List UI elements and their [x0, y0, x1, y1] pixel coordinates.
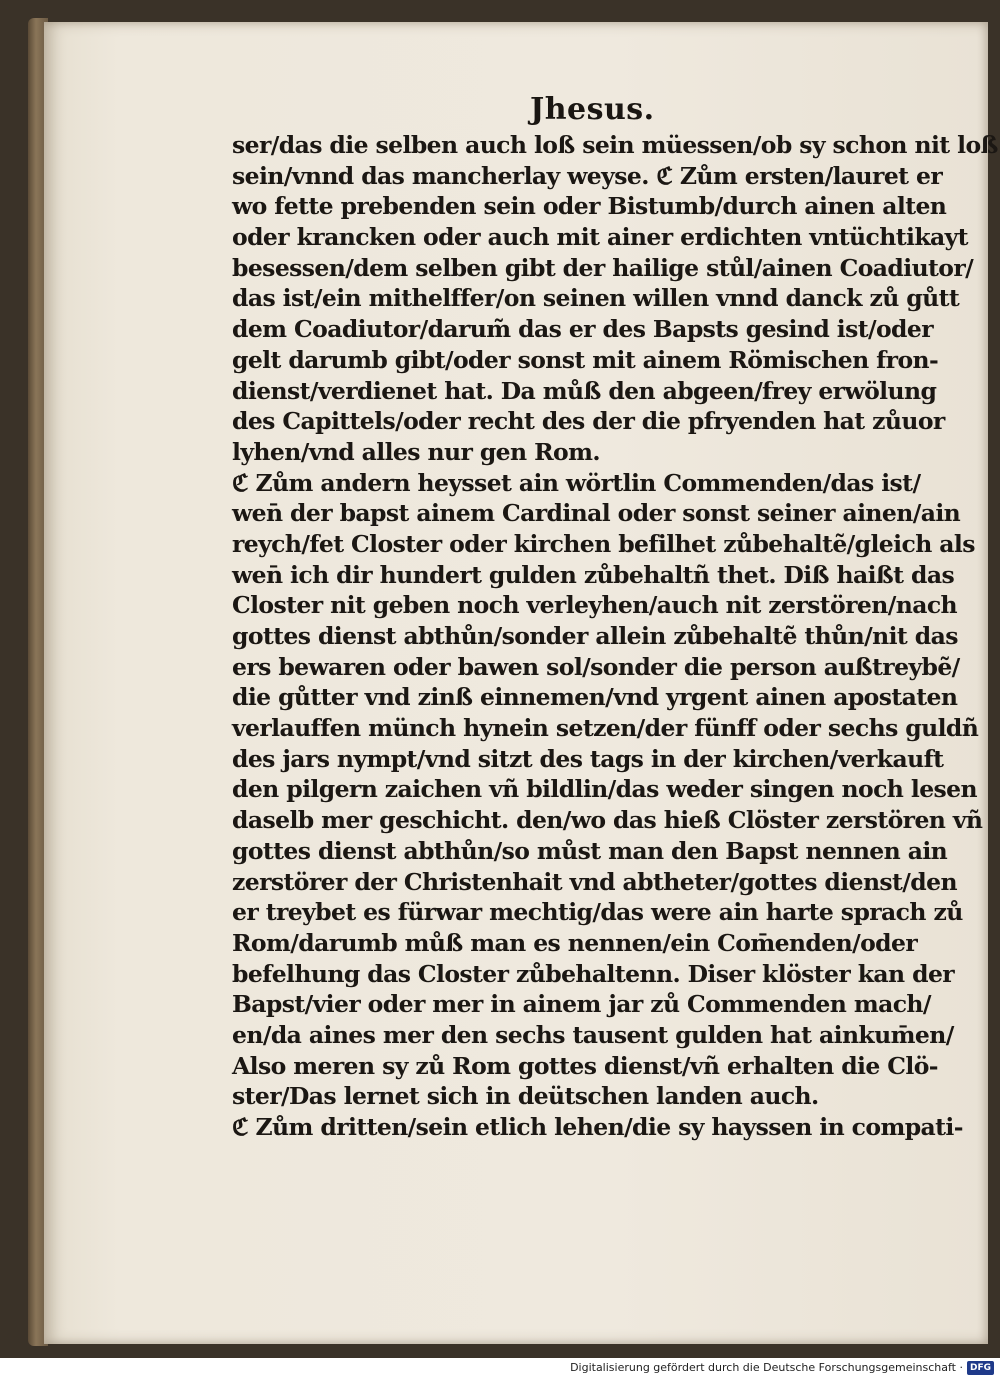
text-line: ℭ Zům dritten/sein etlich lehen/die sy hayssen in compati- [232, 1113, 963, 1141]
text-line: er treybet es fürwar mechtig/das were ain harte sprach zů [232, 898, 963, 927]
dfg-logo-icon: DFG [967, 1361, 994, 1375]
text-line: verlauffen münch hynein setzen/der fünff oder sechs guldñ [232, 714, 979, 743]
text-line: wo fette prebenden sein oder Bistumb/durch ainen alten [232, 192, 947, 221]
text-line: gottes dienst abthůn/sonder allein zůbehaltẽ thůn/nit das [232, 622, 958, 650]
text-line: Rom/darumb můß man es nennen/ein Com̄enden/oder [232, 928, 918, 957]
text-line: reych/fet Closter oder kirchen befilhet zůbehaltẽ/gleich als [232, 529, 975, 558]
text-line: das ist/ein mithelffer/on seinen willen vnnd danck zů gůtt [232, 284, 960, 313]
text-line: ster/Das lernet sich in deütschen landen auch. [232, 1082, 819, 1111]
text-block [232, 130, 998, 1143]
funding-credit: Digitalisierung gefördert durch die Deutsche Forschungsgemeinschaft · [570, 1361, 963, 1374]
text-line: wen̄ der bapst ainem Cardinal oder sonst seiner ainen/ain [232, 499, 961, 528]
running-head: Jhesus. [530, 92, 655, 127]
text-line: zerstörer der Christenhait vnd abtheter/gottes dienst/den [232, 867, 957, 896]
text-line: wen̄ ich dir hundert gulden zůbehaltñ thet. Diß haißt das [232, 560, 955, 589]
text-line: Also meren sy zů Rom gottes dienst/vñ erhalten die Clö- [232, 1051, 938, 1080]
text-line: sein/vnnd das mancherlay weyse. ℭ Zům ersten/lauret er [232, 161, 943, 190]
text-line: en/da aines mer den sechs tausent gulden hat ainkum̄en/ [232, 1020, 954, 1049]
text-line: dem Coadiutor/darum̃ das er des Bapsts gesind ist/oder [232, 315, 934, 344]
text-line: des jars nympt/vnd sitzt des tags in der kirchen/verkauft [232, 744, 944, 773]
text-line: befelhung das Closter zůbehaltenn. Diser klöster kan der [232, 959, 955, 988]
text-line: des Capittels/oder recht des der die pfryenden hat zůuor [232, 407, 945, 436]
text-line: oder krancken oder auch mit ainer erdichten vntüchtikayt [232, 223, 968, 252]
text-line: ℭ Zům andern heysset ain wörtlin Commenden/das ist/ [232, 468, 921, 497]
digitization-footer [0, 1358, 1000, 1378]
text-line: dienst/verdienet hat. Da můß den abgeen/frey erwölung [232, 376, 937, 405]
text-line: ser/das die selben auch loß sein müessen/ob sy schon nit loß [232, 131, 998, 159]
text-line: daselb mer geschicht. den/wo das hieß Clöster zerstören vñ [232, 806, 983, 835]
text-line: gelt darumb gibt/oder sonst mit ainem Römischen fron- [232, 345, 939, 374]
text-line: gottes dienst abthůn/so můst man den Bapst nennen ain [232, 836, 948, 865]
text-line: Closter nit geben noch verleyhen/auch nit zerstören/nach [232, 591, 958, 620]
text-line: Bapst/vier oder mer in ainem jar zů Commenden mach/ [232, 990, 931, 1019]
text-line: ers bewaren oder bawen sol/sonder die person außtreybẽ/ [232, 652, 960, 681]
text-line: lyhen/vnd alles nur gen Rom. [232, 437, 600, 466]
text-line: die gůtter vnd zinß einnemen/vnd yrgent ainen apostaten [232, 683, 958, 712]
text-line: besessen/dem selben gibt der hailige stůl/ainen Coadiutor/ [232, 253, 974, 282]
text-line: den pilgern zaichen vñ bildlin/das weder singen noch lesen [232, 775, 978, 804]
